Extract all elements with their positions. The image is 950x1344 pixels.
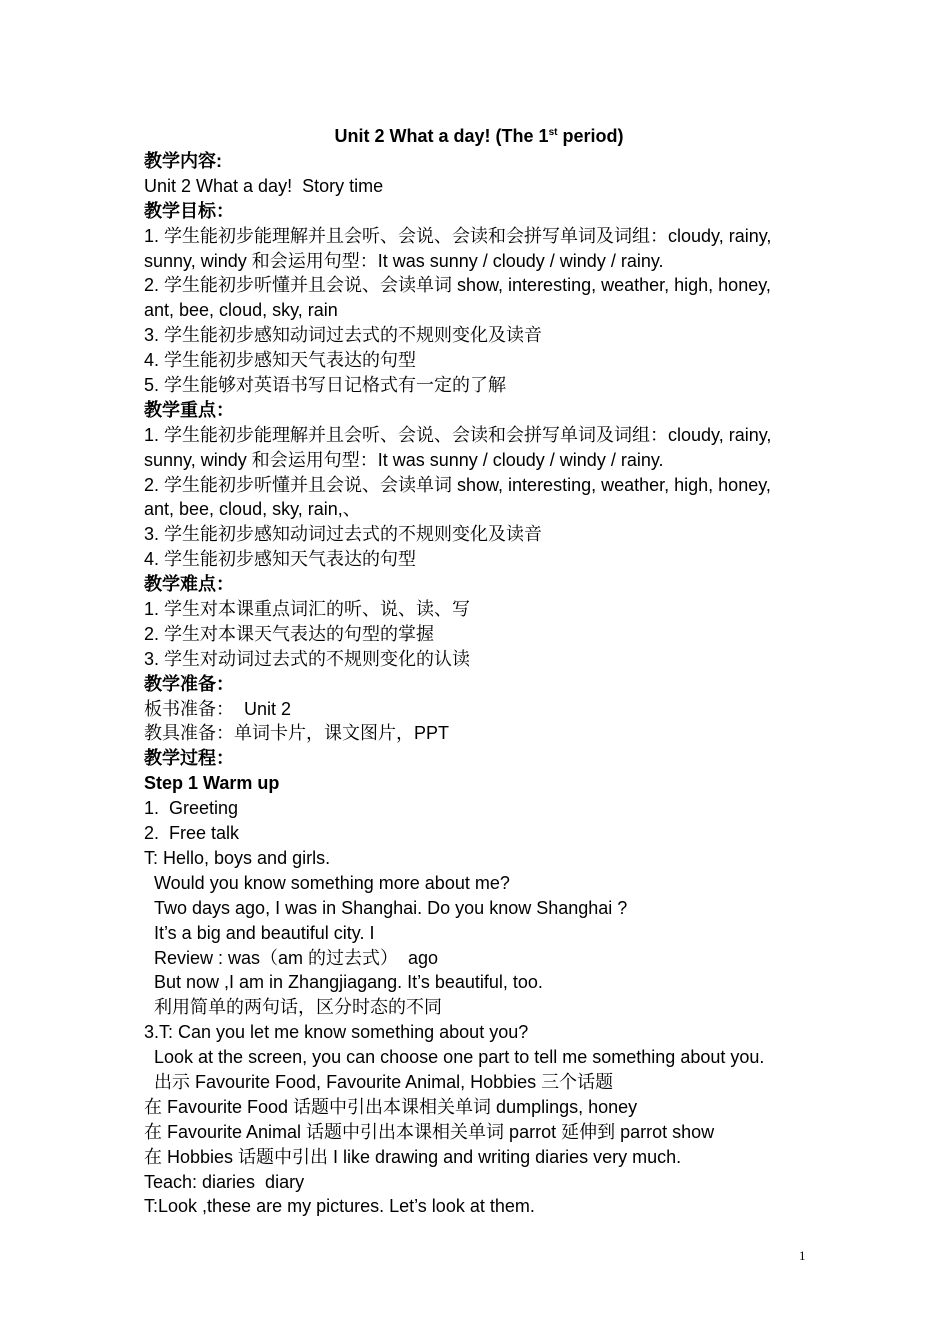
- section-heading: 教学目标：: [144, 200, 234, 221]
- body-line: sunny, windy 和会运用句型：It was sunny / cloudy / windy / rainy.: [144, 449, 664, 470]
- body-line: 在 Hobbies 话题中引出 I like drawing and writing diaries very much.: [144, 1146, 682, 1167]
- section-heading: 教学重点：: [144, 399, 234, 420]
- body-line: Two days ago, I was in Shanghai. Do you know Shanghai ?: [154, 897, 628, 918]
- title-text-end: period): [557, 126, 624, 146]
- body-line: 3. 学生能初步感知动词过去式的不规则变化及读音: [144, 325, 543, 346]
- body-line: 3. 学生对动词过去式的不规则变化的认读: [144, 648, 471, 669]
- body-line: T:Look ,these are my pictures. Let’s look at them.: [144, 1196, 535, 1217]
- body-line: 1. 学生对本课重点词汇的听、说、读、写: [144, 599, 471, 620]
- body-line: 1. 学生能初步能理解并且会听、会说、会读和会拼写单词及词组：cloudy, rainy,: [144, 424, 772, 445]
- body-line: Review : was（am 的过去式） ago: [154, 947, 439, 968]
- body-line: T: Hello, boys and girls.: [144, 847, 331, 868]
- section-heading: 教学内容:: [144, 151, 222, 171]
- body-line: It’s a big and beautiful city. I: [154, 922, 375, 943]
- body-line: Would you know something more about me?: [154, 872, 510, 893]
- body-line: 教具准备：单词卡片，课文图片，PPT: [144, 723, 450, 744]
- body-line: 2. 学生能初步听懂并且会说、会读单词 show, interesting, weather, high, honey,: [144, 275, 771, 296]
- body-line: 在 Favourite Food 话题中引出本课相关单词 dumplings, honey: [144, 1096, 638, 1117]
- body-line: 利用简单的两句话，区分时态的不同: [154, 997, 442, 1018]
- body-line: Look at the screen, you can choose one part to tell me something about you.: [154, 1047, 765, 1068]
- body-line: 4. 学生能初步感知天气表达的句型: [144, 549, 417, 570]
- body-line: 在 Favourite Animal 话题中引出本课相关单词 parrot 延伸到 parrot show: [144, 1121, 715, 1142]
- body-line: 板书准备： Unit 2: [144, 698, 292, 719]
- section-heading: 教学难点：: [144, 574, 234, 595]
- title-text: Unit 2 What a day! (The 1: [334, 126, 549, 146]
- body-line: ant, bee, cloud, sky, rain: [144, 300, 338, 321]
- body-line: 2. Free talk: [144, 823, 240, 844]
- body-line: 1. 学生能初步能理解并且会听、会说、会读和会拼写单词及词组：cloudy, rainy,: [144, 225, 772, 246]
- body-line: Unit 2 What a day! Story time: [144, 175, 384, 196]
- body-line: 2. 学生对本课天气表达的句型的掌握: [144, 623, 435, 644]
- body-line: 5. 学生能够对英语书写日记格式有一定的了解: [144, 375, 507, 396]
- body-line: But now ,I am in Zhangjiagang. It’s beautiful, too.: [154, 972, 543, 993]
- document-page: [144, 124, 814, 1219]
- page-number: 1: [799, 1248, 806, 1263]
- body-line: 2. 学生能初步听懂并且会说、会读单词 show, interesting, weather, high, honey,: [144, 474, 771, 495]
- body-line: sunny, windy 和会运用句型：It was sunny / cloudy / windy / rainy.: [144, 250, 664, 271]
- body-line: 4. 学生能初步感知天气表达的句型: [144, 350, 417, 371]
- body-line: ant, bee, cloud, sky, rain,、: [144, 499, 361, 520]
- body-line: 出示 Favourite Food, Favourite Animal, Hobbies 三个话题: [154, 1071, 614, 1092]
- body-line: 3.T: Can you let me know something about you?: [144, 1022, 529, 1043]
- section-heading: 教学准备：: [144, 673, 234, 694]
- body-line: 3. 学生能初步感知动词过去式的不规则变化及读音: [144, 524, 543, 545]
- document-title: [144, 124, 814, 149]
- body-line: 1. Greeting: [144, 798, 239, 819]
- title-superscript: st: [548, 127, 558, 138]
- document-body: [144, 149, 814, 1219]
- section-heading: Step 1 Warm up: [144, 773, 280, 794]
- body-line: Teach: diaries diary: [144, 1171, 305, 1192]
- section-heading: 教学过程：: [144, 748, 234, 769]
